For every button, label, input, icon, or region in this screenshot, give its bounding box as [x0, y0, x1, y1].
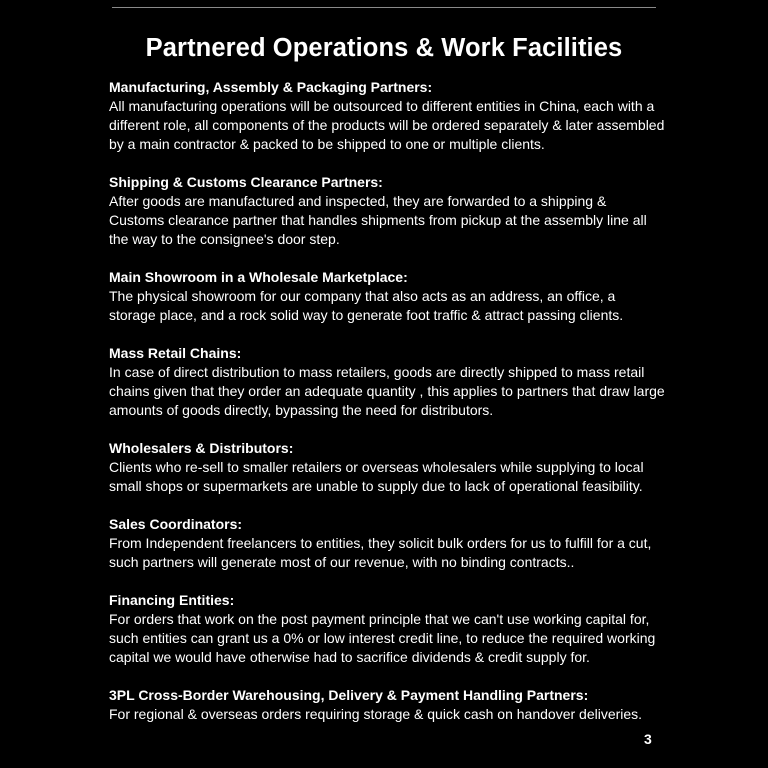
- section-heading: Wholesalers & Distributors:: [109, 440, 294, 456]
- sections-list: [109, 78, 665, 743]
- section-shipping: [109, 173, 665, 249]
- section-heading: Mass Retail Chains:: [109, 345, 242, 361]
- section-body: The physical showroom for our company that also acts as an address, an office, a storage place, and a rock solid way to generate foot traffic & attract passing clients.: [109, 288, 624, 323]
- section-heading: Shipping & Customs Clearance Partners:: [109, 174, 383, 190]
- section-body: In case of direct distribution to mass retailers, goods are directly shipped to mass retail chains given that they order an adequate quantity , this applies to partners that draw large amounts of goods directly, bypassing the need for distributors.: [109, 364, 665, 418]
- section-3pl: [109, 686, 665, 724]
- section-heading: Sales Coordinators:: [109, 516, 243, 532]
- section-body: From Independent freelancers to entities, they solicit bulk orders for us to fulfill for a cut, such partners will generate most of our revenue, with no binding contracts..: [109, 535, 652, 570]
- section-financing: [109, 591, 665, 667]
- section-wholesalers: [109, 439, 665, 496]
- section-body: For regional & overseas orders requiring storage & quick cash on handover deliveries.: [109, 706, 643, 722]
- section-manufacturing: [109, 78, 665, 154]
- section-heading: 3PL Cross-Border Warehousing, Delivery & Payment Handling Partners:: [109, 687, 589, 703]
- section-sales-coordinators: [109, 515, 665, 572]
- section-heading: Financing Entities:: [109, 592, 235, 608]
- section-heading: Manufacturing, Assembly & Packaging Partners:: [109, 79, 433, 95]
- section-showroom: [109, 268, 665, 325]
- section-body: For orders that work on the post payment principle that we can't use working capital for, such entities can grant us a 0% or low interest credit line, to reduce the required working capital we would have otherwise had to sacrifice dividends & credit supply for.: [109, 611, 656, 665]
- page-number: 3: [644, 731, 652, 747]
- section-body: All manufacturing operations will be outsourced to different entities in China, each with a different role, all components of the products will be ordered separately & later assembled by a main contractor & packed to be shipped to one or multiple clients.: [109, 98, 665, 152]
- section-heading: Main Showroom in a Wholesale Marketplace:: [109, 269, 408, 285]
- section-mass-retail: [109, 344, 665, 420]
- top-divider: [112, 7, 656, 8]
- section-body: After goods are manufactured and inspected, they are forwarded to a shipping & Customs clearance partner that handles shipments from pickup at the assembly line all the way to the consignee's door step.: [109, 193, 647, 247]
- page-title: Partnered Operations & Work Facilities: [145, 34, 623, 62]
- section-body: Clients who re-sell to smaller retailers or overseas wholesalers while supplying to local small shops or supermarkets are unable to supply due to lack of operational feasibility.: [109, 459, 644, 494]
